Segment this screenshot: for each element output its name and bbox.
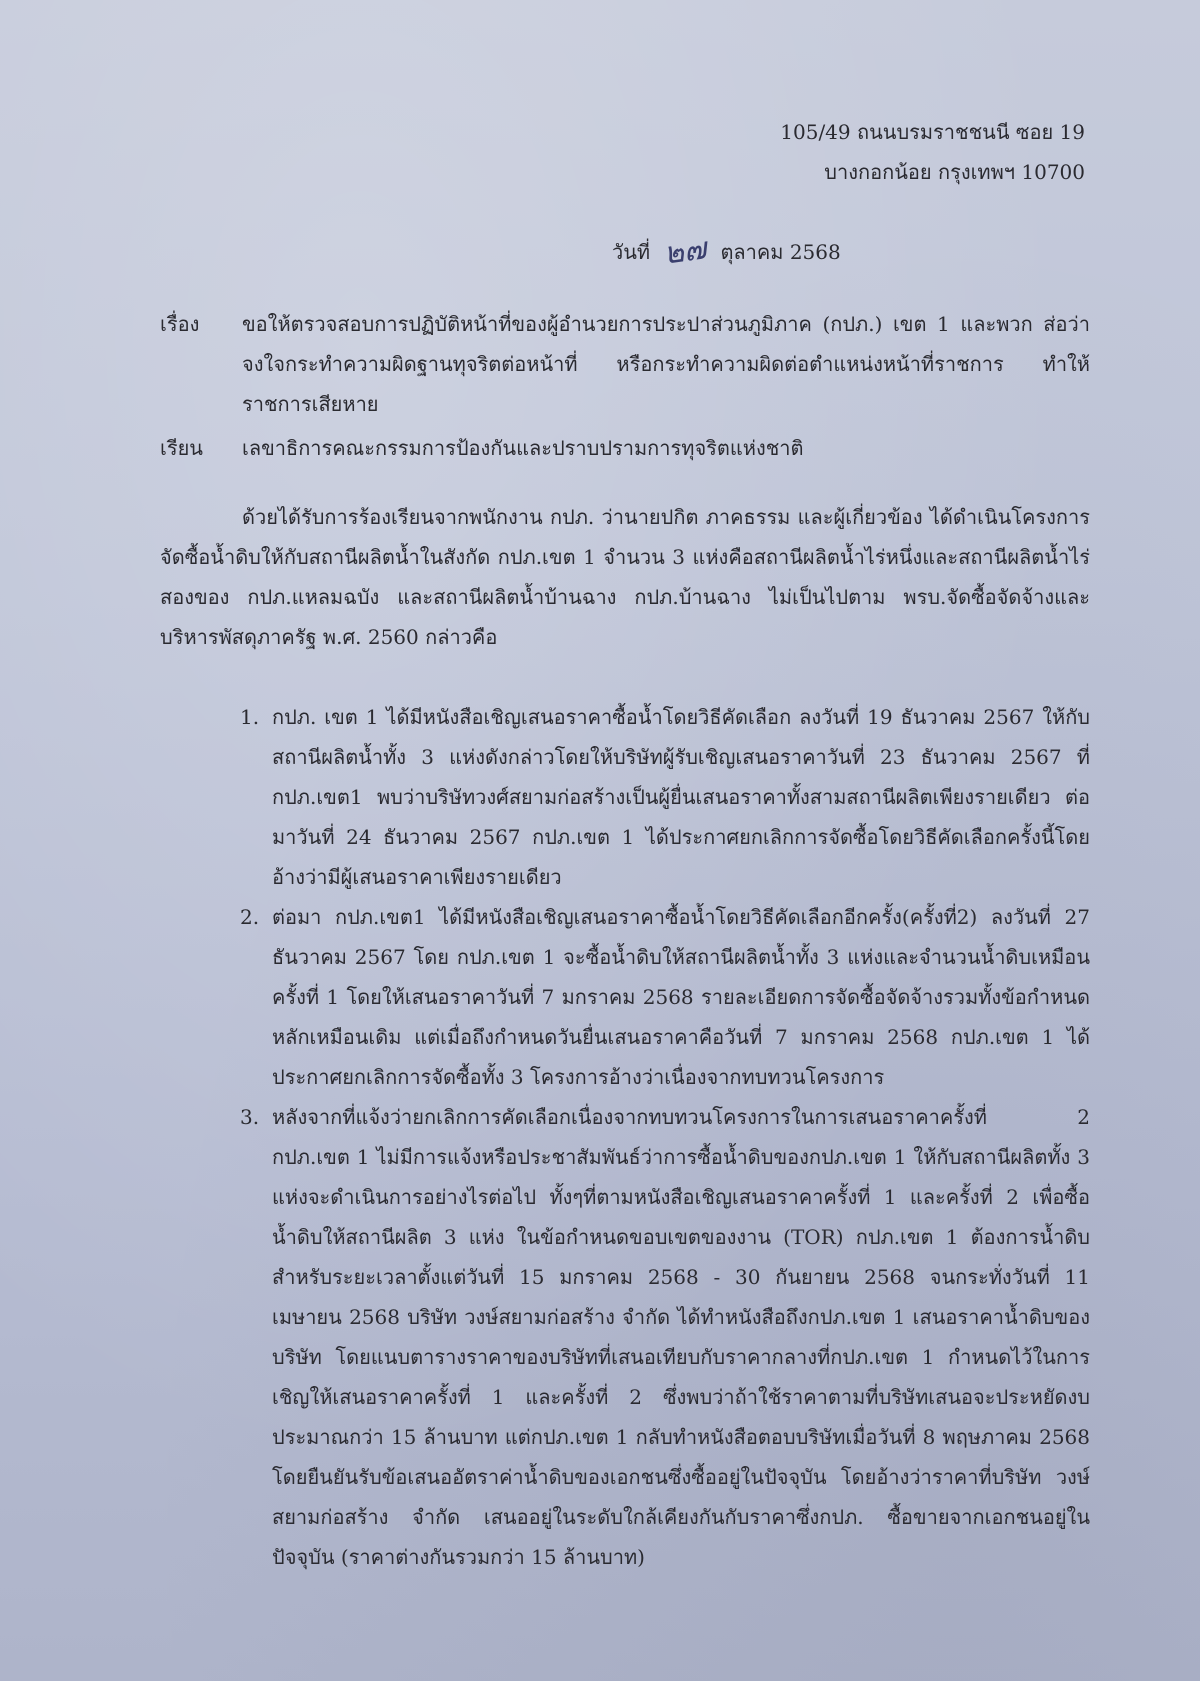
recipient-text: เลขาธิการคณะกรรมการป้องกันและปราบปรามการทุจริตแห่งชาติ <box>242 436 804 460</box>
sender-address <box>780 112 1085 192</box>
sender-address-line-1: 105/49 ถนนบรมราชชนนี ซอย 19 <box>780 120 1085 144</box>
subject-label: เรื่อง <box>160 312 200 336</box>
date-prefix: วันที่ <box>612 239 651 264</box>
item-number: 3. <box>240 1105 260 1129</box>
sender-address-line-2: บางกอกน้อย กรุงเทพฯ 10700 <box>824 160 1085 184</box>
item-number: 1. <box>240 705 260 729</box>
item-text: หลังจากที่แจ้งว่ายกเลิกการคัดเลือกเนื่องจากทบทวนโครงการในการเสนอราคาครั้งที่ 2 กปภ.เขต 1 ไม่มีการแจ้งหรือประชาสัมพันธ์ว่าการซื้อน้ำดิบของกปภ.เขต 1 ให้กับสถานีผลิตทั้ง 3 แห่งจะดำเนินการอย่างไรต่อไป ทั้งๆที่ตามหนังสือเชิญเสนอราคาครั้งที่ 1 และครั้งที่ 2 เพื่อซื้อน้ำดิบให้สถานีผลิต 3 แห่ง ในข้อกำหนดขอบเขตของงาน (TOR) กปภ.เขต 1 ต้องการน้ำดิบสำหรับระยะเวลาตั้งแต่วันที่ 15 มกราคม 2568 - 30 กันยายน 2568 จนกระทั่งวันที่ 11 เมษายน 2568 บริษัท วงษ์สยามก่อสร้าง จำกัด ได้ทำหนังสือถึงกปภ.เขต 1 เสนอราคาน้ำดิบของบริษัท โดยแนบตารางราคาของบริษัทที่เสนอเทียบกับราคากลางที่กปภ.เขต 1 กำหนดไว้ในการเชิญให้เสนอราคาครั้งที่ 1 และครั้งที่ 2 ซึ่งพบว่าถ้าใช้ราคาตามที่บริษัทเสนอจะประหยัดงบประมาณกว่า 15 ล้านบาท แต่กปภ.เขต 1 กลับทำหนังสือตอบบริษัทเมื่อวันที่ 8 พฤษภาคม 2568 โดยยืนยันรับข้อเสนออัตราค่าน้ำดิบของเอกชนซึ่งซื้ออยู่ในปัจจุบัน โดยอ้างว่าราคาที่บริษัท วงษ์สยามก่อสร้าง จำกัด เสนออยู่ในระดับใกล้เคียงกันกับราคาซึ่งกปภ. ซื้อขายจากเอกชนอยู่ในปัจจุบัน (ราคาต่างกันรวมกว่า 15 ล้านบาท) <box>272 1105 1090 1569</box>
item-text: กปภ. เขต 1 ได้มีหนังสือเชิญเสนอราคาซื้อน้ำโดยวิธีคัดเลือก ลงวันที่ 19 ธันวาคม 2567 ให้กับสถานีผลิตน้ำทั้ง 3 แห่งดังกล่าวโดยให้บริษัทผู้รับเชิญเสนอราคาวันที่ 23 ธันวาคม 2567 ที่ กปภ.เขต1 พบว่าบริษัทวงศ์สยามก่อสร้างเป็นผู้ยื่นเสนอราคาทั้งสามสถานีผลิตเพียงรายเดียว ต่อมาวันที่ 24 ธันวาคม 2567 กปภ.เขต 1 ได้ประกาศยกเลิกการจัดซื้อโดยวิธีคัดเลือกครั้งนี้โดยอ้างว่ามีผู้เสนอราคาเพียงรายเดียว <box>272 705 1090 889</box>
date-month-year: ตุลาคม 2568 <box>720 239 841 264</box>
handwritten-day: ๒๗ <box>661 231 709 272</box>
list-item <box>240 1097 1090 1577</box>
subject-row <box>160 304 1090 424</box>
list-item <box>240 897 1090 1097</box>
subject-text: ขอให้ตรวจสอบการปฏิบัติหน้าที่ของผู้อำนวยการประปาส่วนภูมิภาค (กปภ.) เขต 1 และพวก ส่อว่าจงใจกระทำความผิดฐานทุจริตต่อหน้าที่ หรือกระทำความผิดต่อตำแหน่งหน้าที่ราชการ ทำให้ราชการเสียหาย <box>242 312 1090 416</box>
item-text: ต่อมา กปภ.เขต1 ได้มีหนังสือเชิญเสนอราคาซื้อน้ำโดยวิธีคัดเลือกอีกครั้ง(ครั้งที่2) ลงวันที่ 27 ธันวาคม 2567 โดย กปภ.เขต 1 จะซื้อน้ำดิบให้สถานีผลิตน้ำทั้ง 3 แห่งและจำนวนน้ำดิบเหมือนครั้งที่ 1 โดยให้เสนอราคาวันที่ 7 มกราคม 2568 รายละเอียดการจัดซื้อจัดจ้างรวมทั้งข้อกำหนดหลักเหมือนเดิม แต่เมื่อถึงกำหนดวันยื่นเสนอราคาคือวันที่ 7 มกราคม 2568 กปภ.เขต 1 ได้ประกาศยกเลิกการจัดซื้อทั้ง 3 โครงการอ้างว่าเนื่องจากทบทวนโครงการ <box>272 905 1090 1089</box>
intro-paragraph: ด้วยได้รับการร้องเรียนจากพนักงาน กปภ. ว่านายปกิต ภาคธรรม และผู้เกี่ยวข้อง ได้ดำเนินโครงการจัดซื้อน้ำดิบให้กับสถานีผลิตน้ำในสังกัด กปภ.เขต 1 จำนวน 3 แห่งคือสถานีผลิตน้ำไร่หนึ่งและสถานีผลิตน้ำไร่สองของ กปภ.แหลมฉบัง และสถานีผลิตน้ำบ้านฉาง กปภ.บ้านฉาง ไม่เป็นไปตาม พรบ.จัดซื้อจัดจ้างและบริหารพัสดุภาครัฐ พ.ศ. 2560 กล่าวคือ <box>160 505 1090 649</box>
letter-date <box>612 228 841 275</box>
list-item <box>240 697 1090 897</box>
item-number: 2. <box>240 905 260 929</box>
recipient-row <box>160 428 1090 468</box>
complaint-items-list <box>240 697 1090 1577</box>
recipient-label: เรียน <box>160 436 203 460</box>
